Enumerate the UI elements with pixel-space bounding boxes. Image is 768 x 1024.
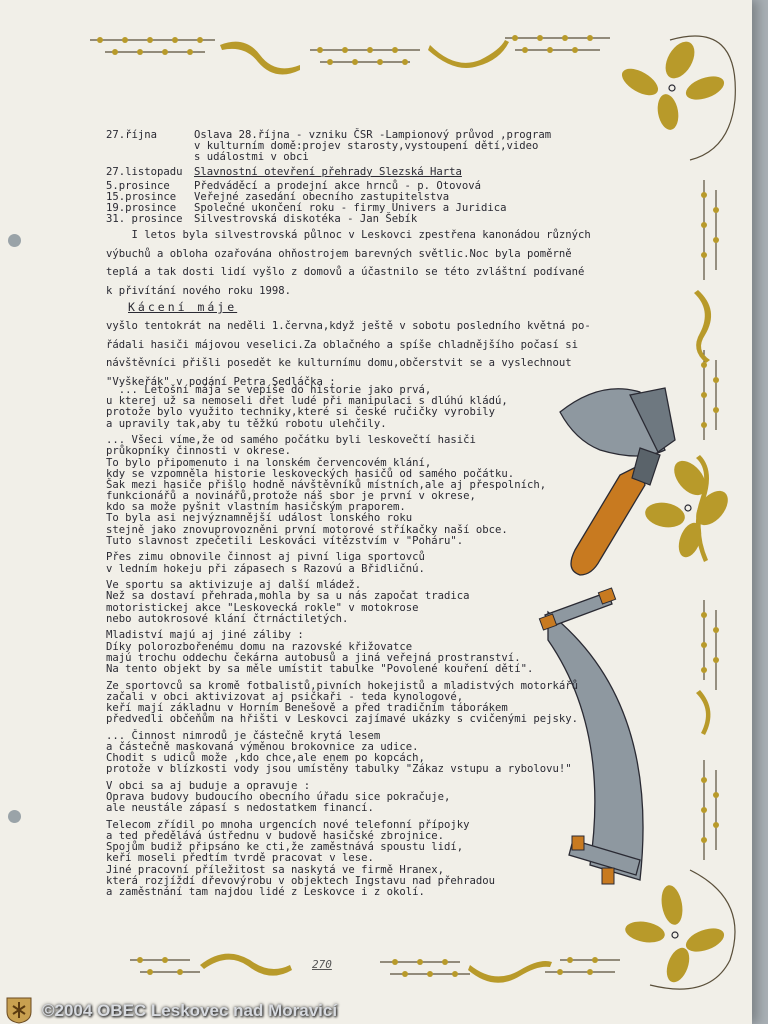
verse-line: stejně jako znovuprovozněni první motorové stříkačky naší obce. [106,523,508,536]
verse-line: majú trochu oddechu čekárna autobusů a jiná veřejná prostranství. [106,651,521,664]
verse-line: To bylo připomenuto i na lonském červencovém klání, [106,456,432,469]
calendar-event: Silvestrovská diskotéka - Jan Šebík [194,213,418,226]
verse-line: a upravily tak,aby tu těžkú robotu ulehčily. [106,417,387,430]
verse-line: Ze sportovců sa kromě fotbalistů,pivních hokejistů a mladistvých motorkářů [106,679,578,692]
verse-line: ... Činnost nimrodů je částečně krytá lesem [106,729,381,742]
event-calendar [106,130,551,226]
verse-blocks [106,385,578,904]
section-heading: Kácení máje [128,300,238,314]
calendar-event: Předváděcí a prodejní akce hrnců - p. Otovová [194,179,482,192]
maj-intro-paragraph [106,317,626,391]
verse-line: a ted předělává ústřednu v budově hasičské zbrojnice. [106,830,445,842]
verse-line: protože v blízkosti vody jsou umístěny tabulky "Zákaz vstupu a rybolovu!" [106,763,572,776]
verse-line: Chodit s udiců može ,kdo chce,ale enem po kopcách, [106,752,425,765]
intro-line: výbuchů a obloha ozařována ohňostrojem barevných světlic.Noc byla poměrně [106,247,572,260]
verse-block [106,681,578,725]
verse-line: Než sa dostaví přehrada,mohla by sa u nás započat tradica [106,590,470,603]
verse-line: ... Všeci víme,že od samého počátku byli leskovečtí hasiči [106,434,476,447]
verse-line: Šak mezi hasiče přišlo hodně návštěvníků místních,ale aj přespolních, [106,478,547,491]
verse-line: V obci sa aj buduje a opravuje : [106,779,311,792]
calendar-row-continued [106,152,551,163]
calendar-event-continued: s událostmi v obci [194,151,309,164]
footer-bar [0,996,768,1024]
verse-line: protože bylo využito techniky,které si české ručičky vyrobily [106,406,496,419]
copyright-text: ©2004 OBEC Leskovec nad Moravicí [42,1001,338,1020]
verse-block [106,580,578,624]
verse-block [106,435,578,546]
intro-paragraph [106,226,626,300]
calendar-row-continued [106,141,551,152]
verse-line: kdy se vzpomněla historie leskoveckých hasičů od samého počátku. [106,467,515,480]
maj-intro-line: "Vyškeřák" v podání Petra Sedláčka : [106,375,336,388]
verse-line: průkopníky činnosti v okrese. [106,445,291,458]
calendar-event: Oslava 28.října - vzniku ČSR -Lampionový průvod ,program [194,129,552,141]
intro-line: k přivítání nového roku 1998. [106,284,291,297]
verse-line: ... Letošní mája se vepíše do historie jako prvá, [106,384,432,396]
coat-of-arms-icon [4,996,34,1024]
verse-block [106,781,578,814]
intro-line: I letos byla silvestrovská půlnoc v Leskovci zpestřena kanonádou různých [106,229,591,241]
calendar-date: 5.prosince [106,179,170,192]
verse-line: To byla asi nejvýznamnější událost lonského roku [106,512,413,525]
verse-line: Přes zimu obnovile činnost aj pivní liga sportovců [106,551,425,564]
verse-block [106,731,578,775]
verse-line: a zaměstnání tam najdou lidé z Leskovce i z okolí. [106,885,425,898]
verse-line: Na tento objekt by sa měle umístit tabulke "Povolené kouření dětí". [106,662,534,675]
verse-line: keří mají základnu v Horním Benešově a před tradičním táborákem [106,701,508,714]
verse-line: motoristickej akce "Leskovecká rokle" v motokrose [106,601,419,614]
verse-line: u kterej už sa nemoseli dřet ludé při manipulaci s dlúhú kládú, [106,395,508,408]
verse-line: která rozjíždí dřevovýrobu v objektech Ingstavu nad přehradou [106,874,496,887]
verse-line: v ledním hokeju při zápasech s Razovú a Břidličnú. [106,562,425,575]
verse-line: Ve sportu sa aktivizuje aj další mládež. [106,579,362,592]
verse-block [106,552,578,574]
verse-line: Spojům budiž připsáno ke cti,že zaměstnává spoustu lidí, [106,841,464,854]
verse-line: Telecom zřídil po mnoha urgencích nové telefonní přípojky [106,818,470,831]
verse-block [106,630,578,674]
calendar-event: Veřejné zasedání obecního zastupitelstva [194,191,450,204]
verse-line: Díky polorozbořenému domu na razovské křižovatce [106,640,413,653]
calendar-event-continued: v kulturním domě:projev starosty,vystoupení dětí,video [194,140,539,153]
calendar-date: 31. prosince [106,213,183,226]
verse-line: nebo autokrosové klání čtrnáctiletých. [106,612,349,625]
verse-line: kdo sa može pyšnit vlastním hasičským praporem. [106,501,406,514]
verse-block [106,820,578,898]
calendar-date: 27.listopadu [106,165,183,178]
maj-intro-line: řádali hasiči májovou veselici.Za oblačného a spíše chladnějšího počasí si [106,338,578,351]
maj-intro-line: vyšlo tentokrát na neděli 1.června,když ještě v sobotu posledního květná po- [106,320,591,332]
calendar-date: 27.října [106,129,158,141]
verse-block [106,385,578,429]
verse-line: a částečně maskovaná výměnou brokovnice za udice. [106,740,419,753]
verse-line: Tuto slavnost zpečetili Leskováci vítězstvím v "Poháru". [106,534,464,547]
page-number: 270 [312,958,332,971]
verse-line: ale neustále zápasí s nedostatkem financí. [106,802,374,815]
verse-line: funkcionářů a novinářů,protože náš sbor je první v okrese, [106,490,476,503]
intro-line: teplá a tak dosti lidí vyšlo z domovů a účastnilo se této zvláštní podívané [106,266,585,278]
calendar-row [106,167,551,178]
verse-line: Mladiství majú aj jiné záliby : [106,629,304,642]
calendar-row [106,214,551,225]
verse-line: Jiné pracovní příležitost sa naskytá ve firmě Hranex, [106,863,445,876]
calendar-date: 15.prosince [106,191,177,204]
calendar-event: Společné ukončení roku - firmy Univers a Juridica [194,202,507,215]
verse-line: začali v obci aktivizovat aj psičkaři - teda kynologové, [106,690,464,703]
verse-line: Oprava budovy budoucího obecního úřadu sice pokračuje, [106,791,451,804]
maj-intro-line: návštěvníci přišli posedět ke kulturnímu domu,občerstvit se a vyslechnout [106,357,572,369]
calendar-event: Slavnostní otevření přehrady Slezská Harta [194,165,462,178]
verse-line: předvedli občeňům na hřišti v Leskovci zajímavé ukázky s cvičenými pejsky. [106,713,578,726]
verse-line: keří moseli předtím tvrdě pracovat v lese. [106,852,374,865]
calendar-date: 19.prosince [106,202,177,215]
